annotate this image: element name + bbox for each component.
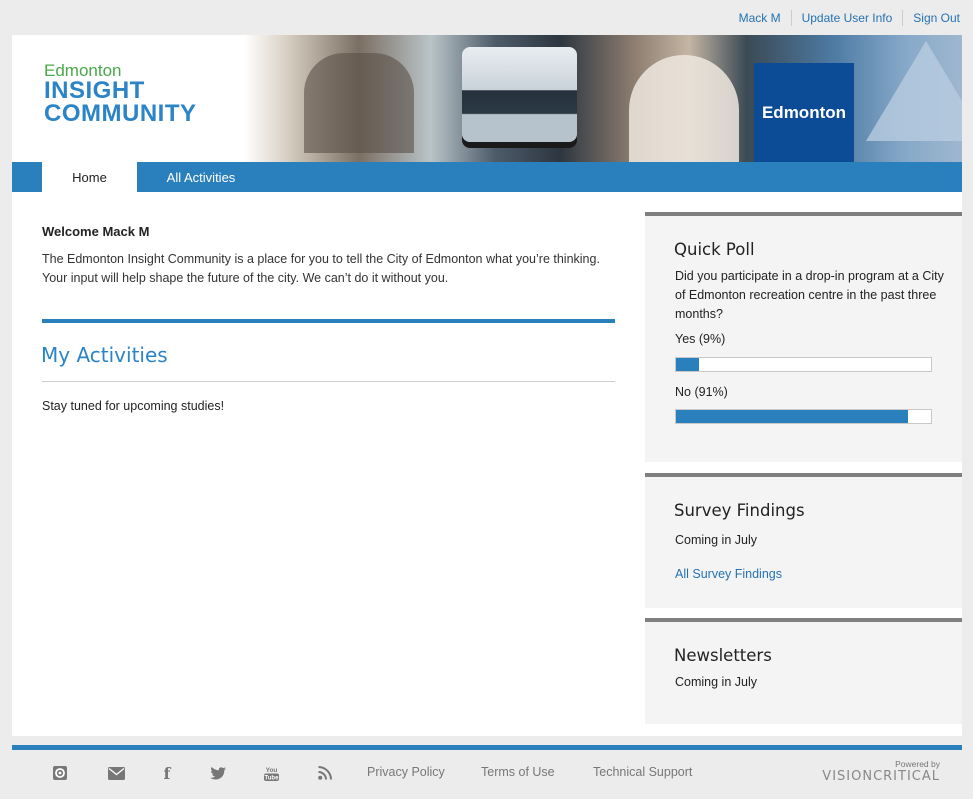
email-icon[interactable] [107,764,125,782]
poll-yes-fill [676,358,699,371]
all-survey-findings-link[interactable]: All Survey Findings [675,567,782,581]
newsletters-title: Newsletters [674,646,772,665]
top-user-bar [12,0,962,35]
survey-findings-card [645,473,962,608]
poll-option-yes-label: Yes (9%) [675,332,726,346]
logo-line-1: Edmonton [44,61,122,80]
survey-findings-title: Survey Findings [674,501,805,520]
twitter-icon[interactable] [209,764,227,782]
city-badge-text: Edmonton [761,102,847,122]
main-nav [12,162,962,192]
welcome-text: The Edmonton Insight Community is a place for you to tell the City of Edmonton what you’re thinking. Your input will help shape the future of the city. We can’t do it without you. [42,252,600,285]
poll-option-yes-bar [675,357,932,372]
quick-poll-card [645,212,962,462]
terms-of-use-link[interactable]: Terms of Use [481,765,555,779]
poll-option-no-bar [675,409,932,424]
powered-by-text: Powered by [895,759,940,769]
main-content [12,192,962,736]
newsletters-card [645,618,962,724]
banner-photo-collage [244,35,962,162]
svg-text:You: You [265,766,277,774]
logo-line-2: INSIGHT [44,77,145,104]
update-user-info-link[interactable]: Update User Info [791,10,903,26]
community-icon[interactable] [51,764,69,782]
my-activities-title: My Activities [41,343,168,367]
survey-findings-status: Coming in July [675,533,757,547]
bus-photo [462,47,577,142]
planning-photo [304,53,414,153]
newsletters-status: Coming in July [675,675,757,689]
sign-out-link[interactable]: Sign Out [902,10,962,26]
poll-option-no-label: No (91%) [675,385,728,399]
logo-line-3: COMMUNITY [44,100,197,127]
technical-support-link[interactable]: Technical Support [593,765,693,779]
poll-question: Did you participate in a drop-in program at a City of Edmonton recreation centre in the past three months? [675,269,944,321]
activities-divider [42,381,615,382]
city-of-edmonton-logo [754,63,854,162]
svg-text:Tube: Tube [264,775,278,781]
youtube-icon[interactable] [262,764,280,782]
tab-all-activities[interactable]: All Activities [166,169,236,185]
facebook-icon[interactable]: f [163,763,171,783]
footer [12,750,962,799]
pyramid-photo [866,41,962,141]
welcome-title: Welcome Mack M [42,224,150,239]
header-banner [12,35,962,162]
rss-icon[interactable] [316,764,334,782]
privacy-policy-link[interactable]: Privacy Policy [367,765,445,779]
user-name-link[interactable]: Mack M [738,10,781,25]
site-logo[interactable] [44,62,196,125]
powered-by-logo[interactable] [822,759,940,784]
section-divider [42,319,615,323]
poll-no-fill [676,410,908,423]
activities-message: Stay tuned for upcoming studies! [42,399,225,413]
fitness-photo [629,55,739,162]
vision-critical-logo: VISIONCRITICAL [822,769,940,784]
quick-poll-title: Quick Poll [674,240,755,259]
tab-home[interactable]: Home [42,162,137,192]
